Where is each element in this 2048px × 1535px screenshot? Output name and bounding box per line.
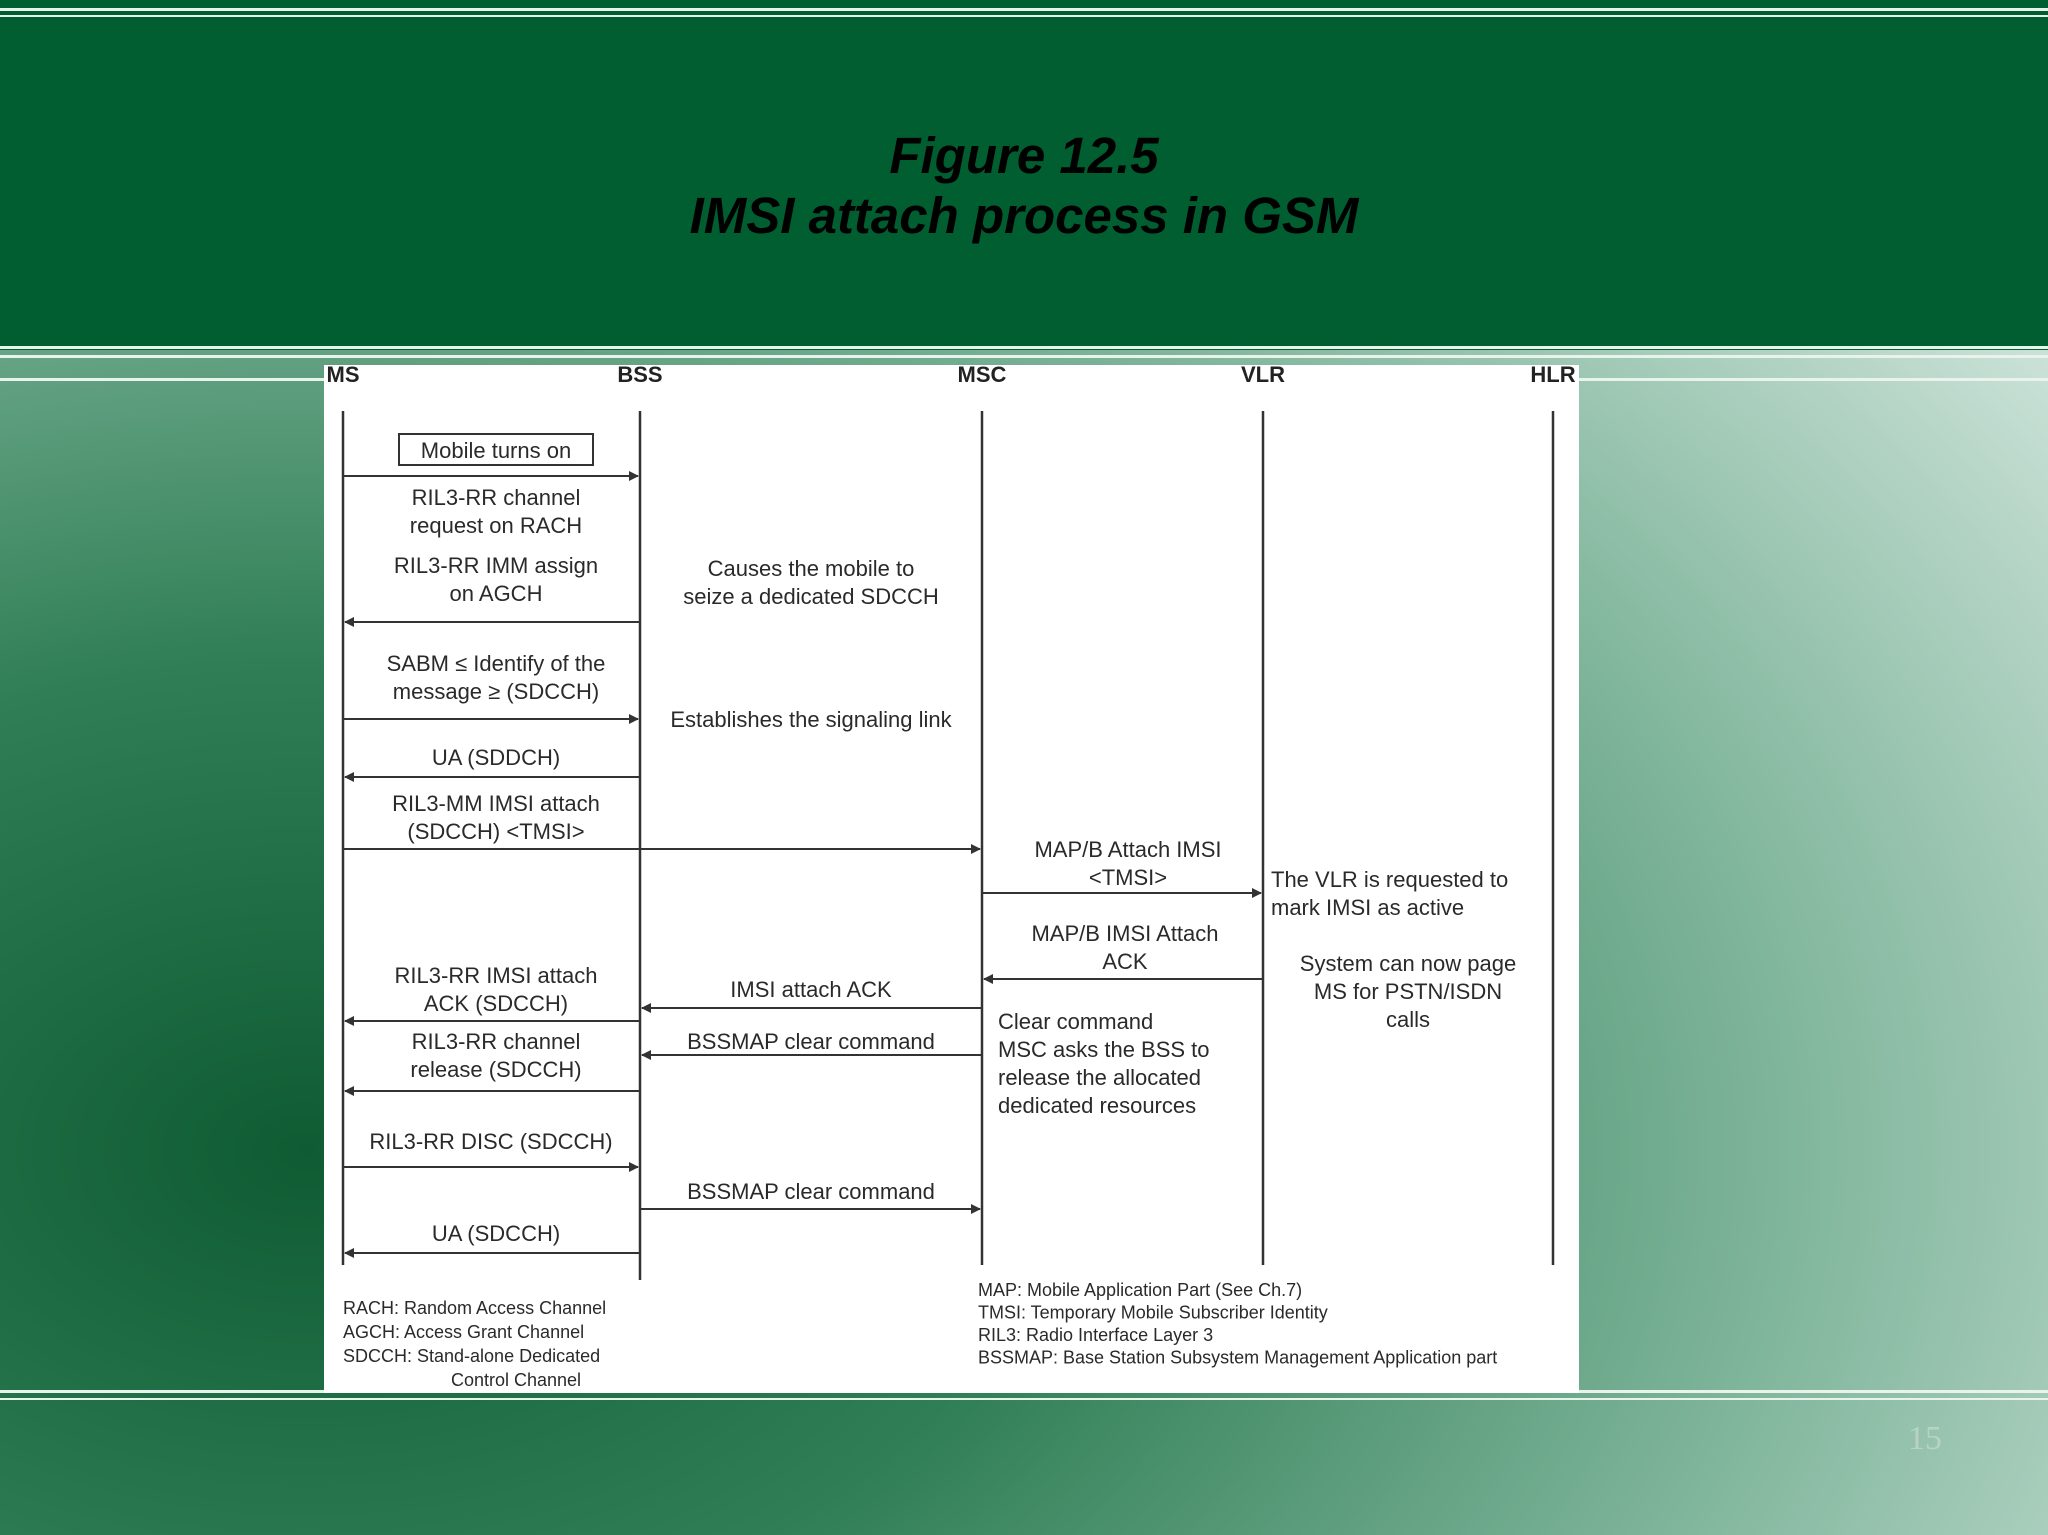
message-m11-line-1: RIL3-RR channel xyxy=(411,1029,581,1054)
legend-right-line-3: RIL3: Radio Interface Layer 3 xyxy=(978,1325,1214,1345)
message-m3-line-2: message ≥ (SDCCH) xyxy=(392,679,600,704)
header-top-rule-2 xyxy=(0,15,2048,17)
legend-right-line-4: BSSMAP: Base Station Subsystem Management Application part xyxy=(978,1347,1498,1368)
message-m1-line-1: RIL3-RR channel xyxy=(411,485,581,510)
message-m6-line-1: MAP/B Attach IMSI xyxy=(1034,837,1222,862)
header-bottom-rule xyxy=(0,346,2048,349)
message-m5-line-2: (SDCCH) <TMSI> xyxy=(407,819,585,844)
message-m10-line-1: BSSMAP clear command xyxy=(687,1029,935,1054)
note-n3-line-1: The VLR is requested to xyxy=(1271,867,1509,892)
message-m13-line-1: BSSMAP clear command xyxy=(687,1179,935,1204)
title-line-1: Figure 12.5 xyxy=(889,127,1159,184)
note-n5-line-1: Clear command xyxy=(998,1009,1154,1034)
message-m8-line-1: IMSI attach ACK xyxy=(730,977,892,1002)
message-m9-line-2: ACK (SDCCH) xyxy=(423,991,569,1016)
note-n1-line-2: seize a dedicated SDCCH xyxy=(683,584,939,609)
sequence-diagram xyxy=(324,365,1579,1393)
entity-label-vlr: VLR xyxy=(1241,365,1285,387)
entity-label-msc: MSC xyxy=(957,365,1007,387)
message-m11-line-2: release (SDCCH) xyxy=(410,1057,582,1082)
note-n4-line-3: calls xyxy=(1385,1007,1431,1032)
message-m5-line-1: RIL3-MM IMSI attach xyxy=(392,791,600,816)
note-n1-line-1: Causes the mobile to xyxy=(707,556,915,581)
note-n4-line-2: MS for PSTN/ISDN xyxy=(1313,979,1503,1004)
slide-title xyxy=(0,126,2048,246)
entity-label-ms: MS xyxy=(326,365,360,387)
message-m7-line-1: MAP/B IMSI Attach xyxy=(1031,921,1219,946)
note-n4-line-1: System can now page xyxy=(1299,951,1517,976)
legend-right-line-1: MAP: Mobile Application Part (See Ch.7) xyxy=(978,1280,1303,1300)
legend-left-line-3: SDCCH: Stand-alone Dedicated xyxy=(343,1346,601,1366)
message-m7-line-2: ACK xyxy=(1102,949,1148,974)
legend-left-line-2: AGCH: Access Grant Channel xyxy=(343,1322,585,1342)
message-m6-line-2: <TMSI> xyxy=(1088,865,1168,890)
legend-right-line-2: TMSI: Temporary Mobile Subscriber Identity xyxy=(978,1302,1328,1323)
message-m1-line-2: request on RACH xyxy=(409,513,583,538)
note-n5-line-3: release the allocated xyxy=(998,1065,1202,1090)
mobile-turns-on-label: Mobile turns on xyxy=(420,438,572,463)
legend-left-line-4: Control Channel xyxy=(450,1370,582,1390)
body-bottom-rule-2 xyxy=(0,1398,2048,1400)
note-n5-line-4: dedicated resources xyxy=(998,1093,1197,1118)
note-n2-line-1: Establishes the signaling link xyxy=(670,707,952,732)
message-m14-line-1: UA (SDCCH) xyxy=(431,1221,561,1246)
entity-label-bss: BSS xyxy=(617,365,663,387)
note-n3-line-2: mark IMSI as active xyxy=(1271,895,1465,920)
header-top-rule xyxy=(0,8,2048,11)
message-m4-line-1: UA (SDDCH) xyxy=(431,745,561,770)
title-line-2: IMSI attach process in GSM xyxy=(689,187,1359,244)
message-m2-line-1: RIL3-RR IMM assign xyxy=(393,553,599,578)
message-m9-line-1: RIL3-RR IMSI attach xyxy=(394,963,598,988)
slide-number: 15 xyxy=(1908,1420,1942,1457)
message-m3-line-1: SABM ≤ Identify of the xyxy=(386,651,606,676)
header-bottom-rule-2 xyxy=(0,355,2048,358)
legend-left-line-1: RACH: Random Access Channel xyxy=(343,1298,607,1318)
entity-label-hlr: HLR xyxy=(1530,365,1576,387)
message-m2-line-2: on AGCH xyxy=(449,581,543,606)
message-m12-line-1: RIL3-RR DISC (SDCCH) xyxy=(369,1129,613,1154)
sequence-diagram-figure xyxy=(324,365,1579,1393)
note-n5-line-2: MSC asks the BSS to xyxy=(998,1037,1210,1062)
